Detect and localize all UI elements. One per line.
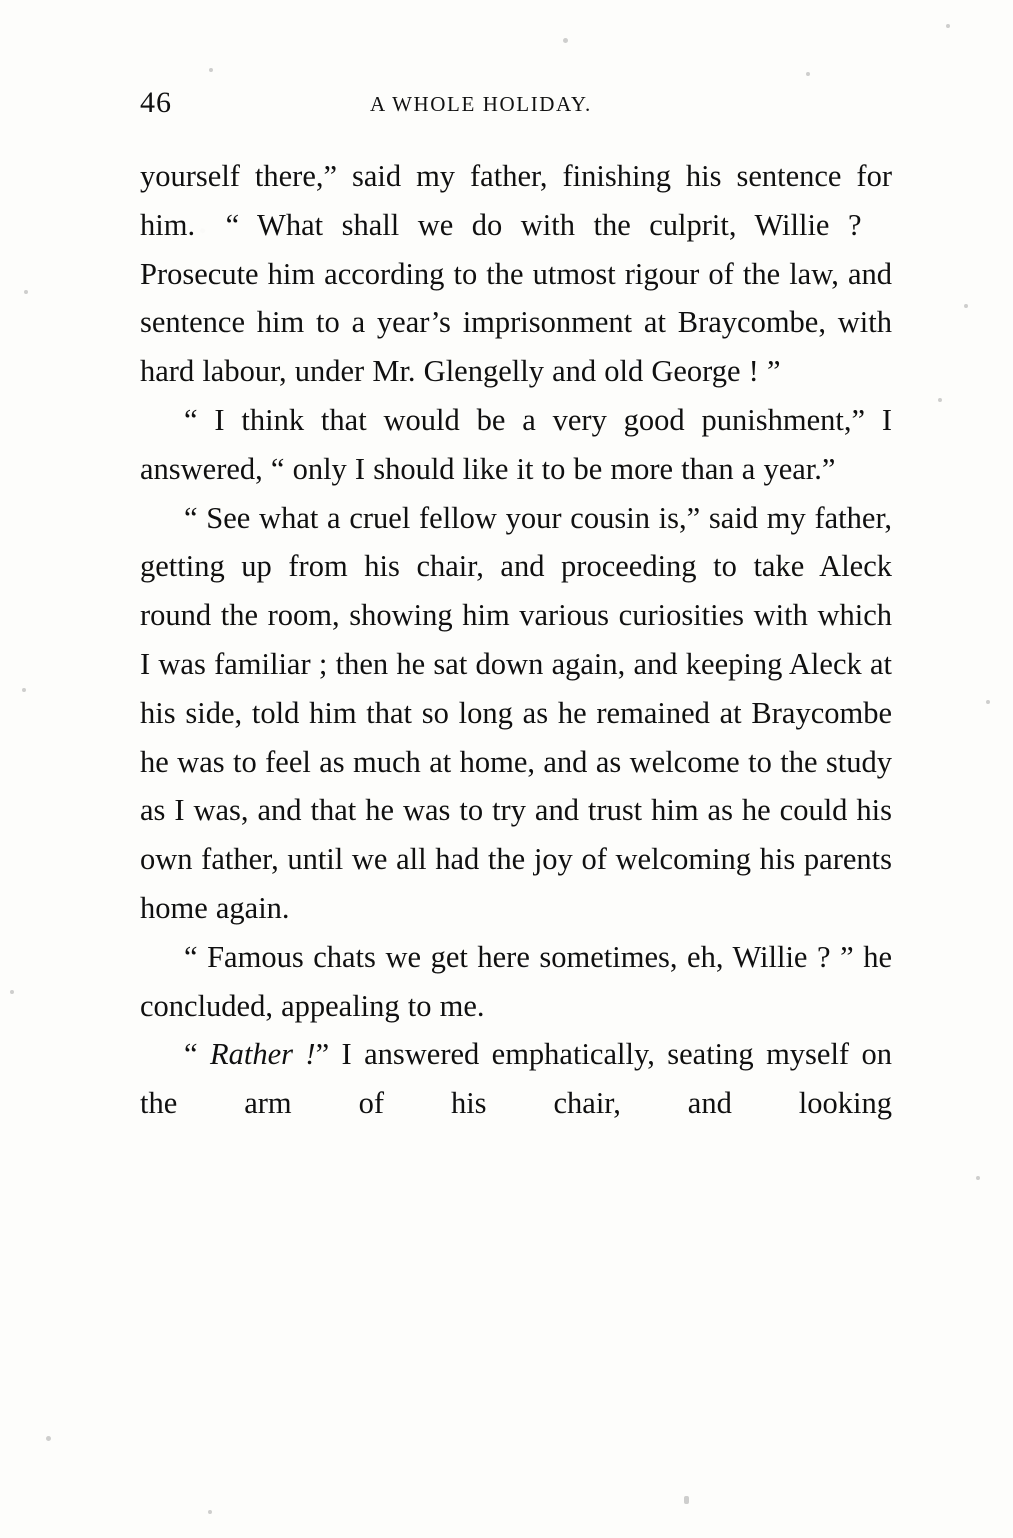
paragraph: yourself there,” said my father, finishing his sentence for him. “ What shall we do with the culprit, Willie ? Prosecute him according to the utmost rigour of the law, and sentence him to a year’s imprisonment at Braycombe, with hard labour, under Mr. Glengelly and old George ! ” bbox=[140, 159, 892, 389]
paper-speck bbox=[10, 990, 14, 994]
paper-speck bbox=[563, 38, 568, 43]
paper-speck bbox=[986, 700, 990, 704]
paper-speck bbox=[24, 290, 28, 294]
paragraph: “ Rather !” I answered emphatically, seating myself on the arm of his chair, and looking bbox=[140, 1037, 892, 1121]
running-head: A WHOLE HOLIDAY. bbox=[370, 92, 592, 116]
italic-emphasis: Rather ! bbox=[209, 1037, 316, 1072]
paper-speck bbox=[938, 398, 942, 402]
page-number: 46 bbox=[140, 86, 172, 119]
paper-speck bbox=[964, 304, 968, 308]
paragraph: “ I think that would be a very good punishment,” I answered, “ only I should like it to be more than a year.” bbox=[140, 402, 892, 486]
paper-speck bbox=[976, 1176, 980, 1180]
paper-speck bbox=[22, 688, 26, 692]
paper-speck bbox=[806, 72, 810, 76]
paper-speck bbox=[46, 1436, 51, 1441]
paper-speck bbox=[684, 1496, 689, 1504]
page-body bbox=[140, 152, 892, 1177]
page-header bbox=[140, 86, 900, 126]
paragraph: “ Famous chats we get here sometimes, eh, Willie ? ” he concluded, appealing to me. bbox=[140, 939, 892, 1023]
paper-speck bbox=[209, 68, 213, 72]
paragraph: “ See what a cruel fellow your cousin is,” said my father, getting up from his chair, and proceeding to take Aleck round the room, showing him various curiosities with which I was familiar ; then he sat down again, and keeping Aleck at his side, told him that so long as he remained at Braycombe he was to feel as much at home, and as welcome to the study as I was, and that he was to try and trust him as he could his own father, until we all had the joy of welcoming his parents home again. bbox=[140, 500, 892, 925]
paper-speck bbox=[946, 24, 950, 28]
paper-speck bbox=[208, 1510, 212, 1514]
